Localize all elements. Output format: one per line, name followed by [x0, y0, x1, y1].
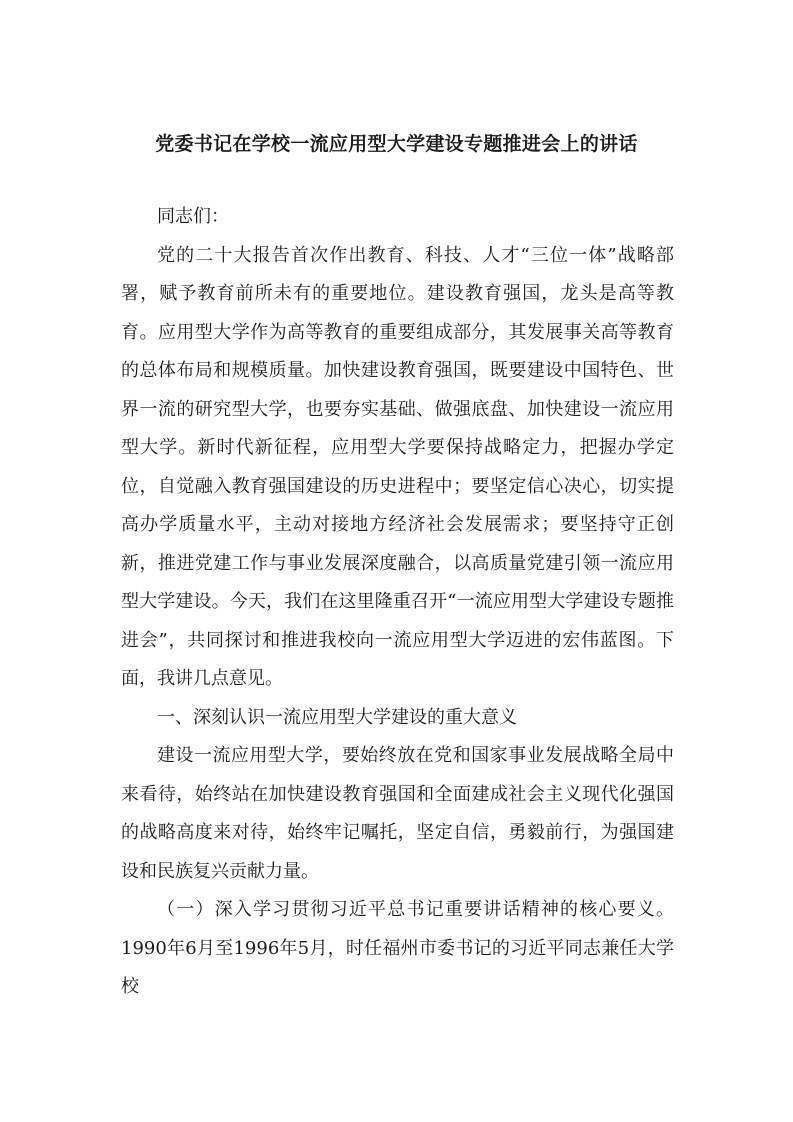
- document-body: [121, 198, 674, 1007]
- paragraph-intro: 党的二十大报告首次作出教育、科技、人才“三位一体”战略部署，赋予教育前所未有的重要地位。建设教育强国，龙头是高等教育。应用型大学作为高等教育的重要组成部分，其发展事关高等教育的总体布局和规模质量。加快建设教育强国，既要建设中国特色、世界一流的研究型大学，也要夯实基础、做强底盘、加快建设一流应用型大学。新时代新征程，应用型大学要保持战略定力，把握办学定位，自觉融入教育强国建设的历史进程中；要坚定信心决心，切实提高办学质量水平，主动对接地方经济社会发展需求；要坚持守正创新，推进党建工作与事业发展深度融合，以高质量党建引领一流应用型大学建设。今天，我们在这里隆重召开“一流应用型大学建设专题推进会”，共同探讨和推进我校向一流应用型大学迈进的宏伟蓝图。下面，我讲几点意见。: [121, 244, 674, 689]
- salutation: 同志们：: [157, 206, 229, 227]
- paragraph-section-1: 建设一流应用型大学，要始终放在党和国家事业发展战略全局中来看待，始终站在加快建设教育强国和全面建成社会主义现代化强国的战略高度来对待，始终牢记嘱托，坚定自信，勇毅前行，为强国建设和民族复兴贡献力量。: [121, 745, 674, 882]
- document-title: 党委书记在学校一流应用型大学建设专题推进会上的讲话: [155, 133, 638, 155]
- section-heading-1: 一、深刻认识一流应用型大学建设的重大意义: [157, 706, 517, 728]
- paragraph-subsection-1: （一）深入学习贯彻习近平总书记重要讲话精神的核心要义。1990年6月至1996年5月，时任福州市委书记的习近平同志兼任大学校: [121, 899, 674, 997]
